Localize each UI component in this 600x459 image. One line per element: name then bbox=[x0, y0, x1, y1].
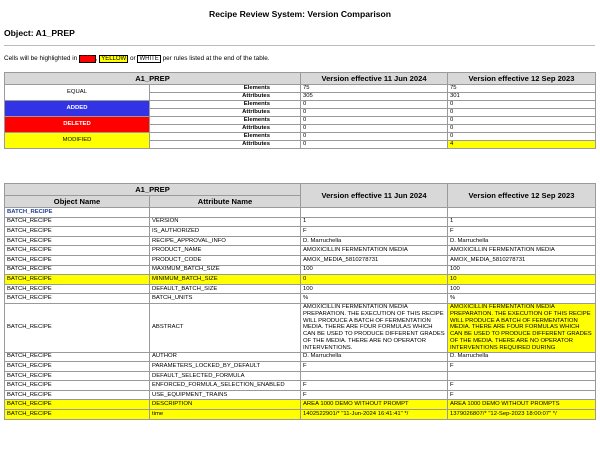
summary-type-label: Attributes bbox=[150, 125, 301, 133]
row-attribute-name: MINIMUM_BATCH_SIZE bbox=[150, 275, 301, 285]
row-value-v1: D. Marruchella bbox=[301, 236, 448, 246]
row-attribute-name: ENFORCED_FORMULA_SELECTION_ENABLED bbox=[150, 381, 301, 391]
summary-header-object: A1_PREP bbox=[5, 73, 301, 85]
row-value-v1: AMOXICILLIN FERMENTATION MEDIA bbox=[301, 246, 448, 256]
row-value-v2: 100 bbox=[448, 284, 596, 294]
attribute-row bbox=[5, 227, 596, 237]
summary-type-label: Attributes bbox=[150, 93, 301, 101]
row-attribute-name: PRODUCT_NAME bbox=[150, 246, 301, 256]
detail-header-attribute-name: Attribute Name bbox=[150, 196, 301, 208]
category-modified: MODIFIED bbox=[5, 133, 150, 149]
row-value-v2: AREA 1000 DEMO WITHOUT PROMPTS bbox=[448, 400, 596, 410]
row-value-v1: 1 bbox=[301, 217, 448, 227]
attribute-row bbox=[5, 284, 596, 294]
attribute-row bbox=[5, 236, 596, 246]
row-value-v1: 100 bbox=[301, 265, 448, 275]
group-row bbox=[5, 208, 596, 218]
row-value-v1: 0 bbox=[301, 275, 448, 285]
summary-value-v1: 0 bbox=[301, 101, 448, 109]
attribute-row bbox=[5, 217, 596, 227]
summary-value-v2: 301 bbox=[448, 93, 596, 101]
summary-row bbox=[5, 101, 596, 109]
row-object-name: BATCH_RECIPE bbox=[5, 390, 150, 400]
row-value-v2: 100 bbox=[448, 265, 596, 275]
summary-header-row bbox=[5, 73, 596, 85]
attribute-row bbox=[5, 255, 596, 265]
summary-value-v2: 0 bbox=[448, 109, 596, 117]
attribute-row bbox=[5, 246, 596, 256]
summary-value-v1: 0 bbox=[301, 125, 448, 133]
row-value-v2: F bbox=[448, 390, 596, 400]
row-attribute-name: ABSTRACT bbox=[150, 303, 301, 352]
summary-table bbox=[4, 72, 596, 149]
row-attribute-name: DEFAULT_BATCH_SIZE bbox=[150, 284, 301, 294]
attribute-row bbox=[5, 390, 596, 400]
row-value-v2 bbox=[448, 371, 596, 381]
row-attribute-name: IS_AUTHORIZED bbox=[150, 227, 301, 237]
summary-value-v1: 0 bbox=[301, 133, 448, 141]
row-value-v1: AMOXICILLIN FERMENTATION MEDIA PREPARATION. THE EXECUTION OF THIS RECIPE WILL PRODUCE A BATCH OF FERMENTATION MEDIA. THERE ARE FOUR FORMULAS WHICH CAN BE USED TO PRODUCE DIFFERENT GRADES OF THE MEDIA. THERE ARE NO OPERATOR INTERVENTIONS. bbox=[301, 303, 448, 352]
legend-comma: , bbox=[95, 55, 98, 62]
attribute-row bbox=[5, 362, 596, 372]
summary-type-label: Elements bbox=[150, 133, 301, 141]
legend-white-chip: WHITE bbox=[139, 56, 159, 62]
row-object-name: BATCH_RECIPE bbox=[5, 294, 150, 304]
detail-header-v1: Version effective 11 Jun 2024 bbox=[301, 184, 448, 208]
row-attribute-name: VERSION bbox=[150, 217, 301, 227]
category-equal: EQUAL bbox=[5, 85, 150, 101]
summary-type-label: Elements bbox=[150, 101, 301, 109]
row-object-name: BATCH_RECIPE bbox=[5, 236, 150, 246]
row-object-name: BATCH_RECIPE bbox=[5, 275, 150, 285]
legend-red-chip: RED bbox=[80, 56, 94, 62]
row-value-v1: 1402522901/* "11-Jun-2024 16:41:41" */ bbox=[301, 410, 448, 420]
row-value-v1: AMOX_MEDIA_5810278731 bbox=[301, 255, 448, 265]
page-title: Recipe Review System: Version Comparison bbox=[209, 9, 391, 19]
row-attribute-name: time bbox=[150, 410, 301, 420]
attribute-row bbox=[5, 410, 596, 420]
row-value-v2: D. Marruchella bbox=[448, 236, 596, 246]
row-value-v1: F bbox=[301, 227, 448, 237]
row-value-v2: F bbox=[448, 381, 596, 391]
row-object-name: BATCH_RECIPE bbox=[5, 265, 150, 275]
row-value-v1: F bbox=[301, 381, 448, 391]
summary-value-v1: 0 bbox=[301, 141, 448, 149]
row-value-v1: % bbox=[301, 294, 448, 304]
row-object-name: BATCH_RECIPE bbox=[5, 303, 150, 352]
detail-table bbox=[4, 183, 596, 420]
summary-value-v1: 0 bbox=[301, 109, 448, 117]
row-object-name: BATCH_RECIPE bbox=[5, 381, 150, 391]
row-value-v2: % bbox=[448, 294, 596, 304]
summary-value-v2: 0 bbox=[448, 125, 596, 133]
legend-or: or bbox=[130, 55, 136, 62]
row-object-name: BATCH_RECIPE bbox=[5, 410, 150, 420]
summary-value-v2: 75 bbox=[448, 85, 596, 93]
row-attribute-name: BATCH_UNITS bbox=[150, 294, 301, 304]
detail-header-group: A1_PREP bbox=[5, 184, 301, 196]
row-attribute-name: RECIPE_APPROVAL_INFO bbox=[150, 236, 301, 246]
row-value-v1 bbox=[301, 371, 448, 381]
row-object-name: BATCH_RECIPE bbox=[5, 227, 150, 237]
row-attribute-name: DEFAULT_SELECTED_FORMULA bbox=[150, 371, 301, 381]
summary-row bbox=[5, 85, 596, 93]
row-value-v2: AMOX_MEDIA_5810278731 bbox=[448, 255, 596, 265]
summary-type-label: Elements bbox=[150, 85, 301, 93]
legend-yellow-chip: YELLOW bbox=[101, 56, 127, 62]
attribute-row bbox=[5, 294, 596, 304]
attribute-row bbox=[5, 400, 596, 410]
legend-suffix: per rules listed at the end of the table. bbox=[162, 55, 270, 62]
attribute-row bbox=[5, 275, 596, 285]
row-value-v2: 10 bbox=[448, 275, 596, 285]
row-value-v1: 100 bbox=[301, 284, 448, 294]
summary-type-label: Elements bbox=[150, 117, 301, 125]
row-value-v2: AMOXICILLIN FERMENTATION MEDIA PREPARATION. THE EXECUTION OF THIS RECIPE WILL PRODUCE A BATCH OF FERMENTATION MEDIA. THERE ARE FOUR FORMULAS WHICH CAN BE USED TO PRODUCE DIFFERENT GRADES OF THE MEDIA. THERE ARE NO OPERATOR INTERVENTIONS REQUIRED DURING bbox=[448, 303, 596, 352]
attribute-row bbox=[5, 303, 596, 352]
summary-row bbox=[5, 117, 596, 125]
detail-header-row-1 bbox=[5, 184, 596, 196]
legend-prefix: Cells will be highlighted in bbox=[4, 55, 78, 62]
category-deleted: DELETED bbox=[5, 117, 150, 133]
summary-value-v2: 0 bbox=[448, 117, 596, 125]
row-object-name: BATCH_RECIPE bbox=[5, 284, 150, 294]
detail-header-object-name: Object Name bbox=[5, 196, 150, 208]
highlight-legend bbox=[4, 55, 270, 62]
summary-type-label: Attributes bbox=[150, 109, 301, 117]
row-object-name: BATCH_RECIPE bbox=[5, 217, 150, 227]
row-value-v2: F bbox=[448, 362, 596, 372]
object-title: Object: A1_PREP bbox=[4, 28, 75, 38]
category-added: ADDED bbox=[5, 101, 150, 117]
row-object-name: BATCH_RECIPE bbox=[5, 400, 150, 410]
summary-value-v2: 0 bbox=[448, 133, 596, 141]
row-attribute-name: PARAMETERS_LOCKED_BY_DEFAULT bbox=[150, 362, 301, 372]
row-attribute-name: AUTHOR bbox=[150, 352, 301, 362]
summary-value-v1: 75 bbox=[301, 85, 448, 93]
row-value-v2: 1 bbox=[448, 217, 596, 227]
summary-header-v2: Version effective 12 Sep 2023 bbox=[448, 73, 596, 85]
row-attribute-name: MAXIMUM_BATCH_SIZE bbox=[150, 265, 301, 275]
row-object-name: BATCH_RECIPE bbox=[5, 371, 150, 381]
summary-row bbox=[5, 133, 596, 141]
detail-header-v2: Version effective 12 Sep 2023 bbox=[448, 184, 596, 208]
attribute-row bbox=[5, 352, 596, 362]
row-value-v1: AREA 1000 DEMO WITHOUT PROMPT bbox=[301, 400, 448, 410]
row-value-v1: D. Marruchella bbox=[301, 352, 448, 362]
row-value-v1: F bbox=[301, 390, 448, 400]
row-object-name: BATCH_RECIPE bbox=[5, 255, 150, 265]
row-value-v2: AMOXICILLIN FERMENTATION MEDIA bbox=[448, 246, 596, 256]
row-object-name: BATCH_RECIPE bbox=[5, 352, 150, 362]
row-attribute-name: PRODUCT_CODE bbox=[150, 255, 301, 265]
row-object-name: BATCH_RECIPE bbox=[5, 246, 150, 256]
row-value-v2: D. Marruchella bbox=[448, 352, 596, 362]
row-value-v2: 1379026807/* "12-Sep-2023 18:00:07" */ bbox=[448, 410, 596, 420]
row-attribute-name: DESCRIPTION bbox=[150, 400, 301, 410]
summary-type-label: Attributes bbox=[150, 141, 301, 149]
summary-value-v2: 4 bbox=[448, 141, 596, 149]
summary-header-v1: Version effective 11 Jun 2024 bbox=[301, 73, 448, 85]
group-label: BATCH_RECIPE bbox=[5, 208, 150, 218]
summary-value-v1: 0 bbox=[301, 117, 448, 125]
summary-value-v1: 305 bbox=[301, 93, 448, 101]
row-value-v1: F bbox=[301, 362, 448, 372]
row-value-v2: F bbox=[448, 227, 596, 237]
attribute-row bbox=[5, 381, 596, 391]
attribute-row bbox=[5, 371, 596, 381]
divider bbox=[4, 45, 595, 46]
summary-value-v2: 0 bbox=[448, 101, 596, 109]
attribute-row bbox=[5, 265, 596, 275]
row-attribute-name: USE_EQUIPMENT_TRAINS bbox=[150, 390, 301, 400]
row-object-name: BATCH_RECIPE bbox=[5, 362, 150, 372]
